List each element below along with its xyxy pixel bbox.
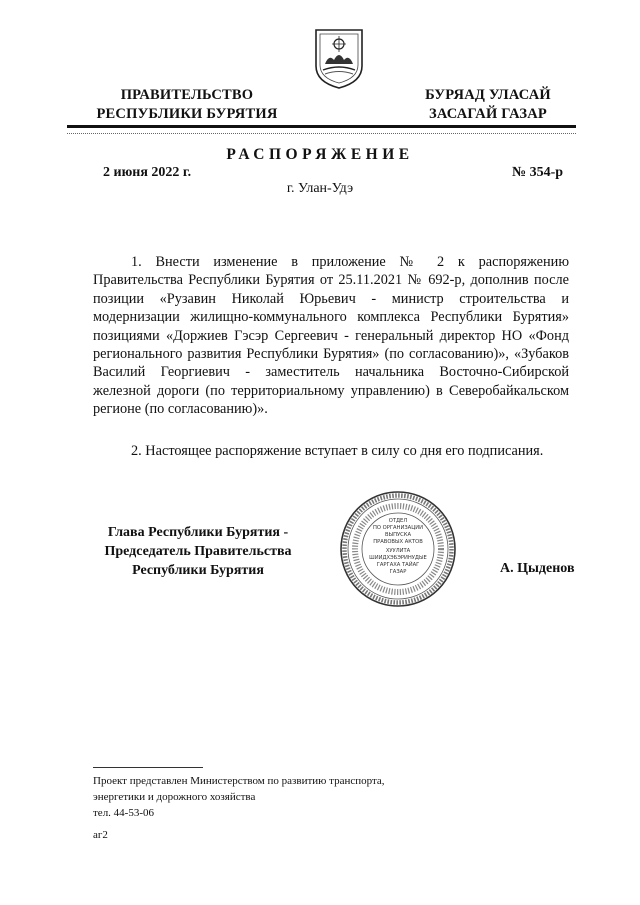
government-name-ru-line1: ПРАВИТЕЛЬСТВО (120, 87, 254, 103)
seal-line-8: ГАЗАР (389, 569, 407, 575)
government-name-bua-line1: БУРЯАД УЛАСАЙ (425, 87, 551, 103)
signatory-title (88, 523, 308, 580)
seal-line-6: ШИИДХЭБЭРИНУДЫЕ (369, 555, 427, 561)
seal-line-3: ВЫПУСКА (384, 532, 412, 538)
header-rule-thick (67, 125, 576, 128)
header-rule-dotted (67, 133, 576, 134)
coat-of-arms-emblem (312, 26, 366, 90)
footnote-rule (93, 767, 203, 768)
signatory-title-line2: Председатель Правительства (104, 544, 292, 559)
signatory-title-line1: Глава Республики Бурятия - (107, 525, 289, 540)
paragraph-2: 2. Настоящее распоряжение вступает в силу со дня его подписания. (131, 443, 544, 459)
header-left (82, 86, 292, 124)
seal-line-4: ПРАВОВЫХ АКТОВ (373, 539, 423, 545)
document-city: г. Улан-Удэ (286, 181, 354, 196)
seal-line-1: ОТДЕЛ (388, 518, 408, 524)
header-right (393, 86, 583, 124)
footnote (93, 773, 513, 821)
seal-line-2: ПО ОРГАНИЗАЦИИ (372, 525, 424, 531)
seal-line-5: ХУУЛИТА (385, 548, 411, 554)
signatory-name: А. Цыденов (500, 561, 575, 576)
document-date: 2 июня 2022 г. (103, 165, 192, 180)
footnote-line2: энергетики и дорожного хозяйства (93, 791, 256, 803)
footnote-line1: Проект представлен Министерством по развитию транспорта, (93, 775, 385, 787)
signatory-title-line3: Республики Бурятия (132, 563, 264, 578)
footnote-phone: тел. 44-53-06 (93, 807, 155, 819)
government-name-bua-line2: ЗАСАГАЙ ГАЗАР (429, 106, 547, 122)
document-title: РАСПОРЯЖЕНИЕ (226, 146, 414, 163)
seal-line-7: ГАРГАХА ТАЙАГ (376, 562, 420, 568)
paragraph-1: 1. Внести изменение в приложение № 2 к распоряжению Правительства Республики Бурятия от 25.11.2021 № 692-р, дополнив после позиции «Рузавин Николай Юрьевич - министр строительства и модернизации жилищно-коммунального комплекса Республики Бурятия» позициями «Доржиев Гэсэр Сергеевич - генеральный директор НО «Фонд регионального развития Республики Бурятия» (по согласованию)», «Зубаков Василий Георгиевич - заместитель начальника Восточно-Сибирской железной дороги (по территориальному управлению) в Северобайкальском регионе (по согласованию)». (93, 254, 569, 418)
document-reference-code: аг2 (93, 829, 108, 841)
government-name-ru-line2: РЕСПУБЛИКИ БУРЯТИЯ (96, 106, 278, 122)
official-seal-stamp (338, 489, 458, 609)
document-number: № 354-р (512, 165, 564, 180)
